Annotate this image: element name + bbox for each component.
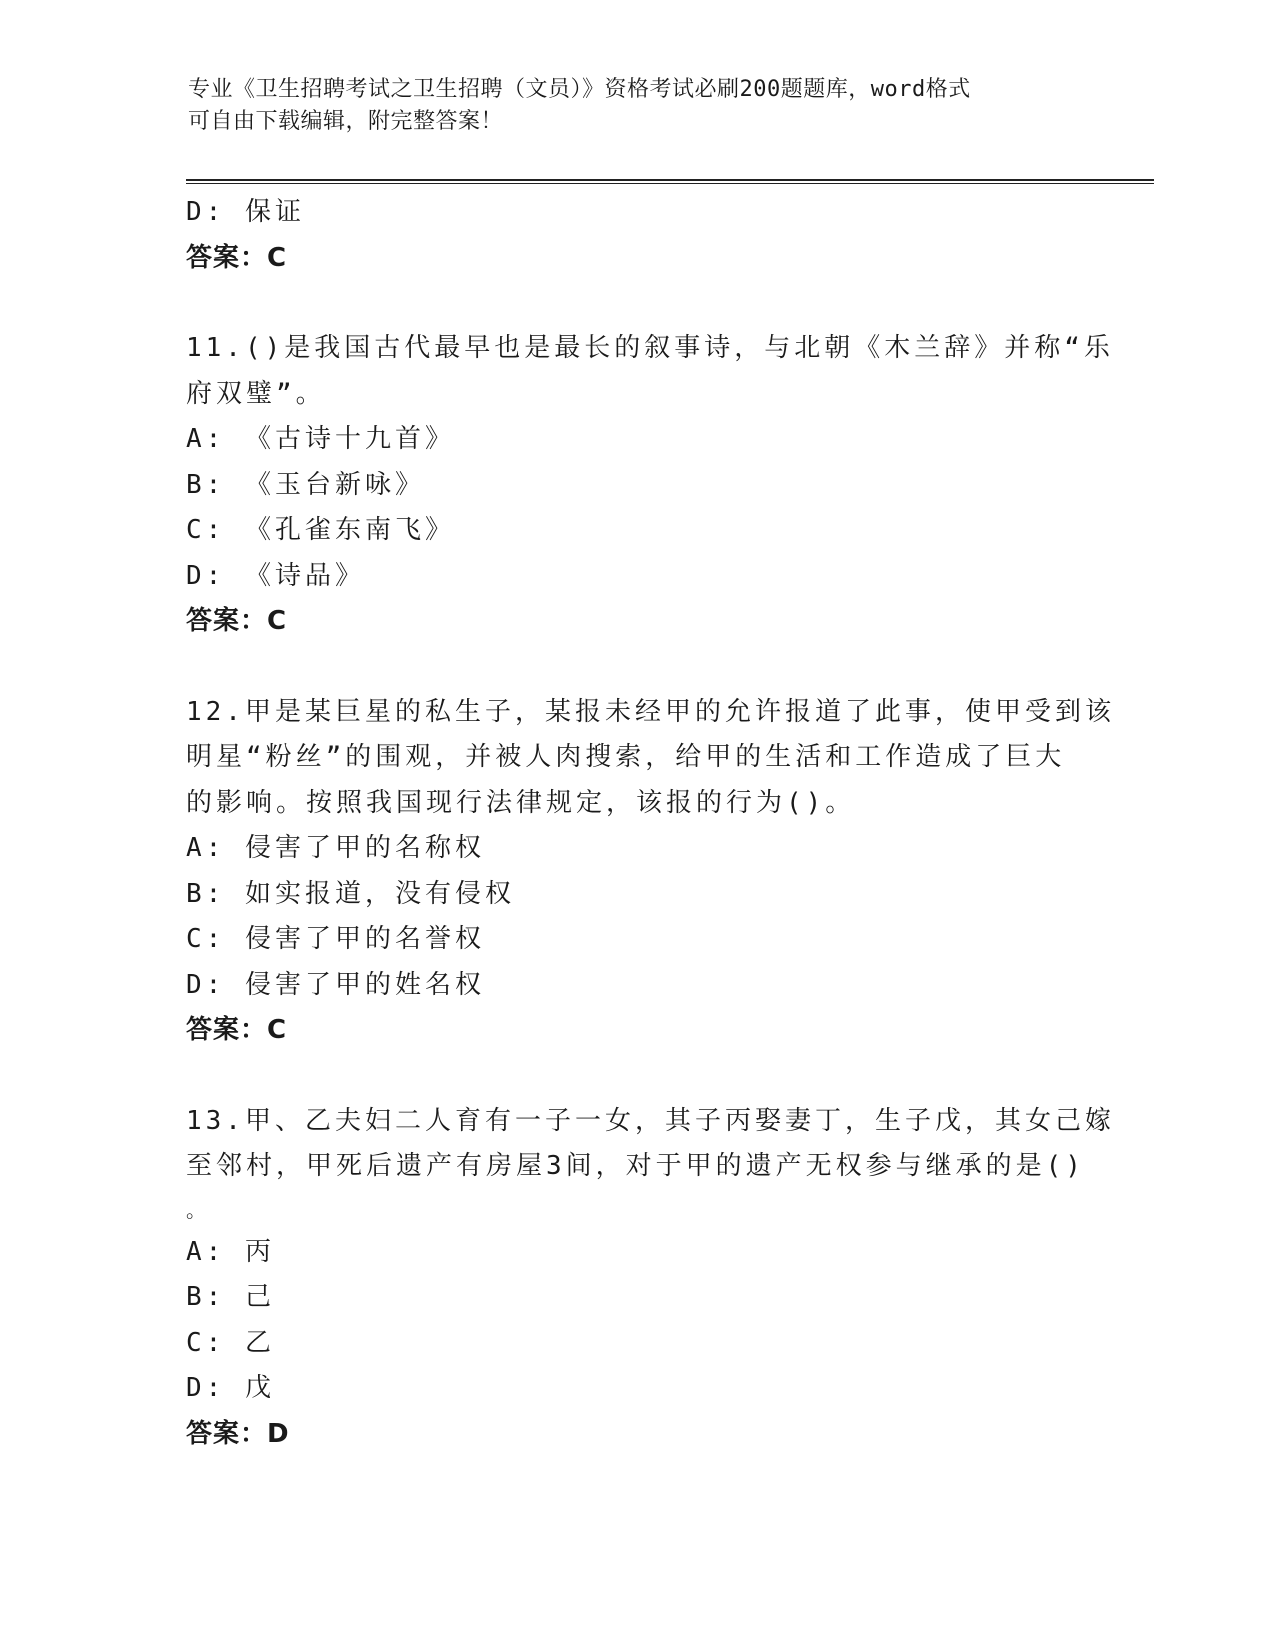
option-d: D: 保证 [186,197,305,227]
question-text: 12.甲是某巨星的私生子，某报未经甲的允许报道了此事，使甲受到该 [186,696,1115,727]
option-c: C: 《孔雀东南飞》 [186,515,455,545]
question-list [186,190,1115,1457]
option-d: D: 《诗品》 [186,560,365,591]
option-c: C: 侵害了甲的名誉权 [186,924,485,954]
option-a: A: 《古诗十九首》 [186,424,455,454]
option-c: C: 乙 [186,1327,275,1358]
question-text: 13.甲、乙夫妇二人育有一子一女，其子丙娶妻丁，生子戊，其女己嫁 [186,1105,1115,1136]
question-text: 。 [186,1197,210,1222]
question-text: 至邻村，甲死后遗产有房屋3间，对于甲的遗产无权参与继承的是() [186,1151,1085,1181]
answer-line: 答案：C [186,1015,288,1045]
header-line-2: 可自由下载编辑，附完整答案！ [188,109,504,134]
option-d: D: 戊 [186,1373,275,1403]
question-block-prev [186,190,1086,281]
option-b: B: 如实报道，没有侵权 [186,878,515,909]
spacer [186,645,1086,690]
question-block-12 [186,690,1115,1054]
question-text: 明星“粉丝”的围观，并被人肉搜索，给甲的生活和工作造成了巨大 [186,742,1066,772]
answer-line: 答案：C [186,242,288,273]
option-a: A: 侵害了甲的名称权 [186,833,485,863]
header-line-1: 专业《卫生招聘考试之卫生招聘（文员）》资格考试必刷200题题库，word格式 [188,77,971,102]
answer-line: 答案：C [186,606,288,636]
spacer [186,281,1086,326]
question-text: 11.()是我国古代最早也是最长的叙事诗，与北朝《木兰辞》并称“乐 [186,333,1114,363]
question-text: 府双璧”。 [186,378,326,409]
spacer [186,1054,1086,1099]
option-d: D: 侵害了甲的姓名权 [186,969,485,1000]
option-b: B: 己 [186,1282,275,1312]
option-b: B: 《玉台新咏》 [186,469,425,500]
question-text: 的影响。按照我国现行法律规定，该报的行为()。 [186,787,856,818]
question-block-11 [186,326,1114,645]
option-a: A: 丙 [186,1236,275,1267]
header-rule-thick [186,179,1154,181]
page-header [188,74,1068,138]
answer-line: 答案：D [186,1418,290,1449]
question-block-13 [186,1099,1115,1458]
header-rule-thin [186,183,1154,184]
